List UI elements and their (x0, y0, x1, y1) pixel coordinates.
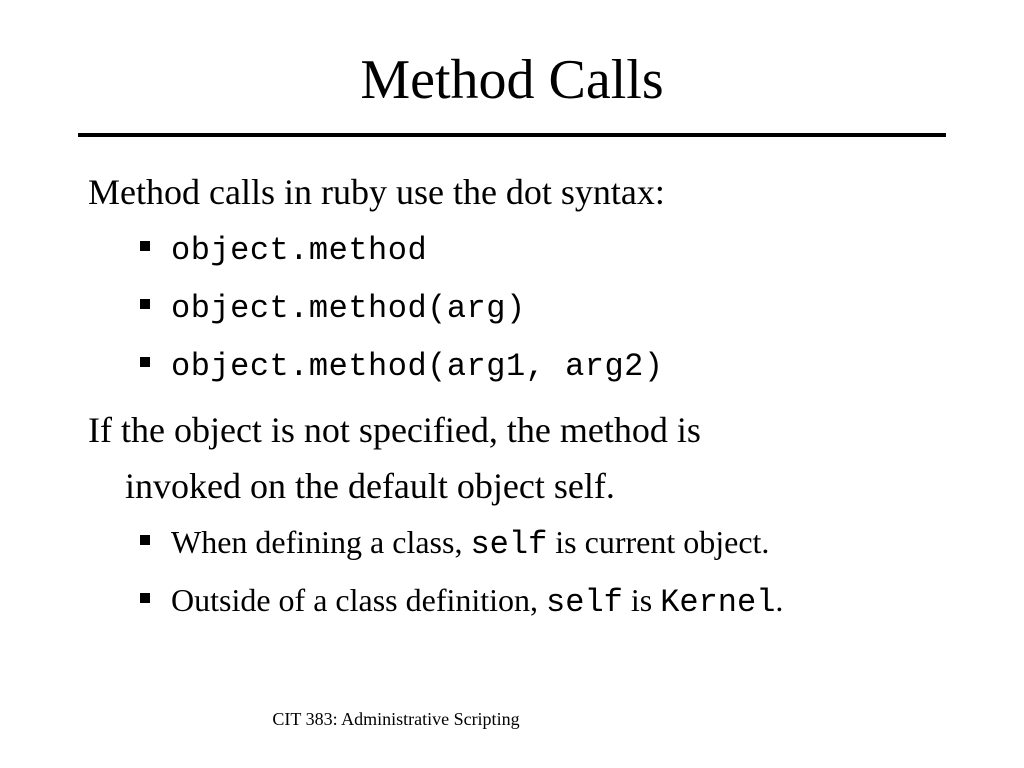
code-self: self (470, 526, 548, 563)
code-text: object.method(arg) (171, 290, 526, 327)
square-bullet-icon (140, 593, 150, 603)
bullet-text: is (622, 582, 661, 618)
code-kernel: Kernel (660, 584, 776, 621)
self-paragraph-line-2: invoked on the default object self. (125, 466, 615, 506)
syntax-example-3 (140, 344, 980, 387)
intro-paragraph: Method calls in ruby use the dot syntax: (88, 172, 665, 212)
code-text: object.method (171, 232, 428, 269)
bullet-class-self (140, 522, 980, 565)
self-paragraph (88, 402, 938, 514)
bullet-text: Outside of a class definition, (171, 582, 547, 618)
square-bullet-icon (140, 535, 150, 545)
title-divider (78, 133, 946, 137)
slide-footer: CIT 383: Administrative Scripting (272, 709, 520, 729)
slide-title: Method Calls (360, 49, 664, 111)
square-bullet-icon (140, 299, 150, 309)
bullet-text: . (775, 582, 784, 618)
bullet-text: is current object. (547, 524, 770, 560)
code-self: self (546, 584, 623, 621)
syntax-example-1 (140, 228, 980, 271)
square-bullet-icon (140, 357, 150, 367)
self-paragraph-line-1: If the object is not specified, the method is (88, 410, 701, 450)
syntax-example-2 (140, 286, 980, 329)
code-text: object.method(arg1, arg2) (171, 348, 664, 385)
bullet-outside-self (140, 580, 980, 623)
square-bullet-icon (140, 241, 150, 251)
bullet-text: When defining a class, (171, 524, 471, 560)
